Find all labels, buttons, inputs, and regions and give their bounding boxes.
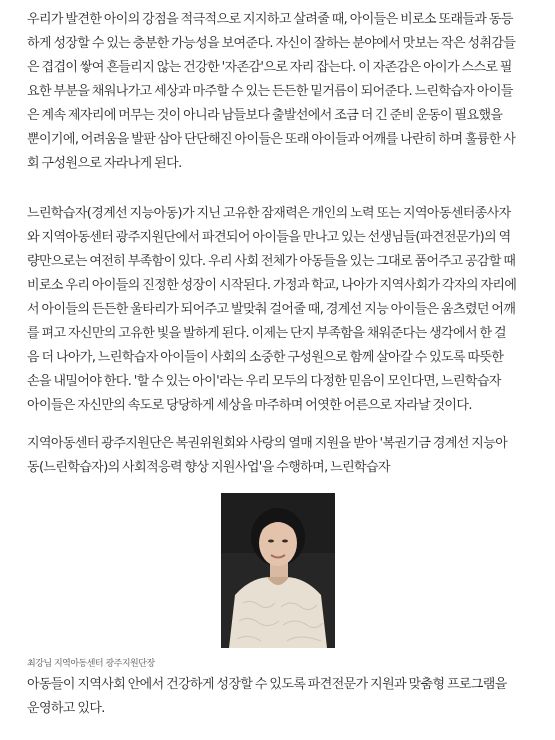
text-line: 우리가 발견한 아이의 강점을 적극적으로 지지하고 살려줄 때, 아이들은 비로소 또래들과 동등 — [27, 12, 513, 27]
text-line: 은 겹겹이 쌓여 흔들리지 않는 건강한 '자존감'으로 자리 잡는다. 이 자존감은 아이가 스스로 필 — [27, 60, 512, 75]
paragraph-support-program — [27, 432, 533, 480]
text-line: 와 지역아동센터 광주지원단에서 파견되어 아이들을 만나고 있는 선생님들(파견전문가)의 역 — [27, 230, 511, 245]
text-line: 은 계속 제자리에 머무는 것이 아니라 남들보다 출발선에서 조금 더 긴 준비 운동이 필요했을 — [27, 108, 503, 123]
text-line: 동(느린학습자)의 사회적응력 향상 지원사업'을 수행하며, 느린학습자 — [27, 460, 390, 475]
text-line: 아동들이 지역사회 안에서 건강하게 성장할 수 있도록 파견전문가 지원과 맞춤형 프로그램을 — [27, 677, 507, 692]
portrait-photo — [221, 493, 335, 648]
text-line: 비로소 우리 아이들의 진정한 성장이 시작된다. 가정과 학교, 나아가 지역사회가 각자의 자리에 — [27, 278, 517, 293]
paragraph-potential — [27, 202, 533, 418]
text-line: 하게 성장할 수 있는 충분한 가능성을 보여준다. 자신이 잘하는 분야에서 맛보는 작은 성취감들 — [27, 36, 516, 51]
text-line: 음 더 나아가, 느린학습자 아이들이 사회의 소중한 구성원으로 함께 살아갈 수 있도록 따뜻한 — [27, 350, 504, 365]
text-line: 량만으로는 여전히 부족함이 있다. 우리 사회 전체가 아동들을 있는 그대로 품어주고 공감할 때 — [27, 254, 516, 269]
text-line: 느린학습자(경계선 지능아동)가 지닌 고유한 잠재력은 개인의 노력 또는 지역아동센터종사자 — [27, 206, 511, 221]
text-line: 회 구성원으로 자라나게 된다. — [27, 156, 182, 171]
text-line: 손을 내밀어야 한다. '할 수 있는 아이'라는 우리 모두의 다정한 믿음이 모인다면, 느린학습자 — [27, 374, 501, 389]
text-line: 뿐이기에, 어려움을 발판 삼아 단단해진 아이들은 또래 아이들과 어깨를 나란히 하며 훌륭한 사 — [27, 132, 516, 147]
photo-caption: 최강님 지역아동센터 광주지원단장 — [27, 659, 155, 669]
text-line: 아이들은 자신만의 속도로 당당하게 세상을 마주하며 어엿한 어른으로 자라날 것이다. — [27, 398, 472, 413]
paragraph-strengths — [27, 8, 533, 176]
text-line: 를 펴고 자신만의 고유한 빛을 발하게 된다. 이제는 단지 부족함을 채워준다는 생각에서 한 걸 — [27, 326, 506, 341]
portrait-illustration — [221, 493, 335, 648]
text-line: 운영하고 있다. — [27, 701, 105, 716]
paragraph-operation — [27, 673, 533, 721]
text-line: 요한 부분을 채워나가고 세상과 마주할 수 있는 든든한 밑거름이 되어준다. 느린학습자 아이들 — [27, 84, 513, 99]
text-line: 서 아이들의 든든한 울타리가 되어주고 발맞춰 걸어줄 때, 경계선 지능 아이들은 움츠렸던 어깨 — [27, 302, 516, 317]
text-line: 지역아동센터 광주지원단은 복권위원회와 사랑의 열매 지원을 받아 '복권기금 경계선 지능아 — [27, 436, 508, 451]
